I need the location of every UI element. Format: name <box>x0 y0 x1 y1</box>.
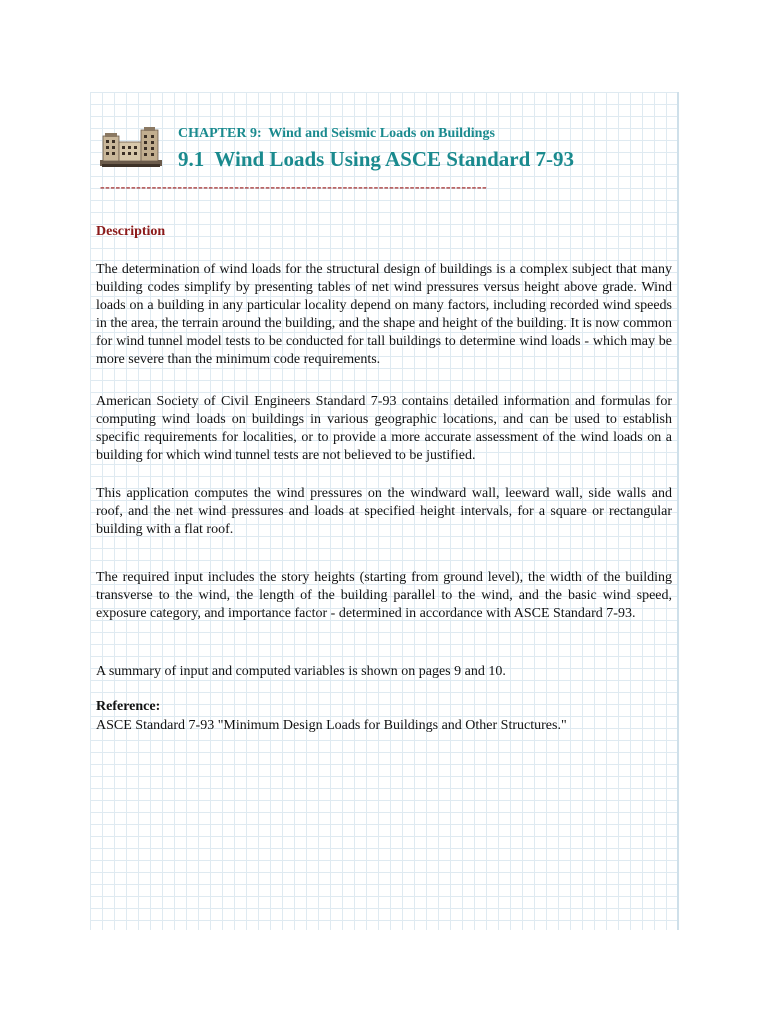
paragraph-4: The required input includes the story heights (starting from ground level), the width of the building transverse to the wind, the length of the building parallel to the wind, and the basic wind speed, exposure category, and importance factor - determined in accordance with ASCE Standard 7-93. <box>96 570 672 621</box>
document-page <box>90 92 679 930</box>
paragraph-5: A summary of input and computed variables is shown on pages 9 and 10. <box>96 664 506 679</box>
paragraph-3: This application computes the wind pressures on the windward wall, leeward wall, side walls and roof, and the net wind pressures and loads at specified height intervals, for a square or rectangular building with a flat roof. <box>96 486 672 537</box>
reference-label: Reference: <box>96 699 161 714</box>
buildings-logo-icon <box>100 126 162 168</box>
description-heading: Description <box>96 224 166 239</box>
paragraph-2: American Society of Civil Engineers Standard 7-93 contains detailed information and formulas for computing wind loads on buildings in various geographic locations, and can be used to establish specific requirements for localities, or to provide a more accurate assessment of the wind loads on a building for which wind tunnel tests are not believed to be justified. <box>96 394 672 463</box>
reference-text: ASCE Standard 7-93 "Minimum Design Loads for Buildings and Other Structures." <box>96 718 567 733</box>
chapter-title: CHAPTER 9: Wind and Seismic Loads on Buildings <box>178 126 495 141</box>
section-title: 9.1 Wind Loads Using ASCE Standard 7-93 <box>178 147 575 171</box>
divider-line: --------------------------------------------------------------------------- <box>100 180 488 195</box>
paragraph-1: The determination of wind loads for the structural design of buildings is a complex subject that many building codes simplify by presenting tables of net wind pressures versus height above grade. Wind loads on a building in any particular locality depend on many factors, including recorded wind speeds in the area, the terrain around the building, and the shape and height of the building. It is now common for wind tunnel model tests to be conducted for tall buildings to determine wind loads - which may be more severe than the minimum code requirements. <box>96 262 672 367</box>
